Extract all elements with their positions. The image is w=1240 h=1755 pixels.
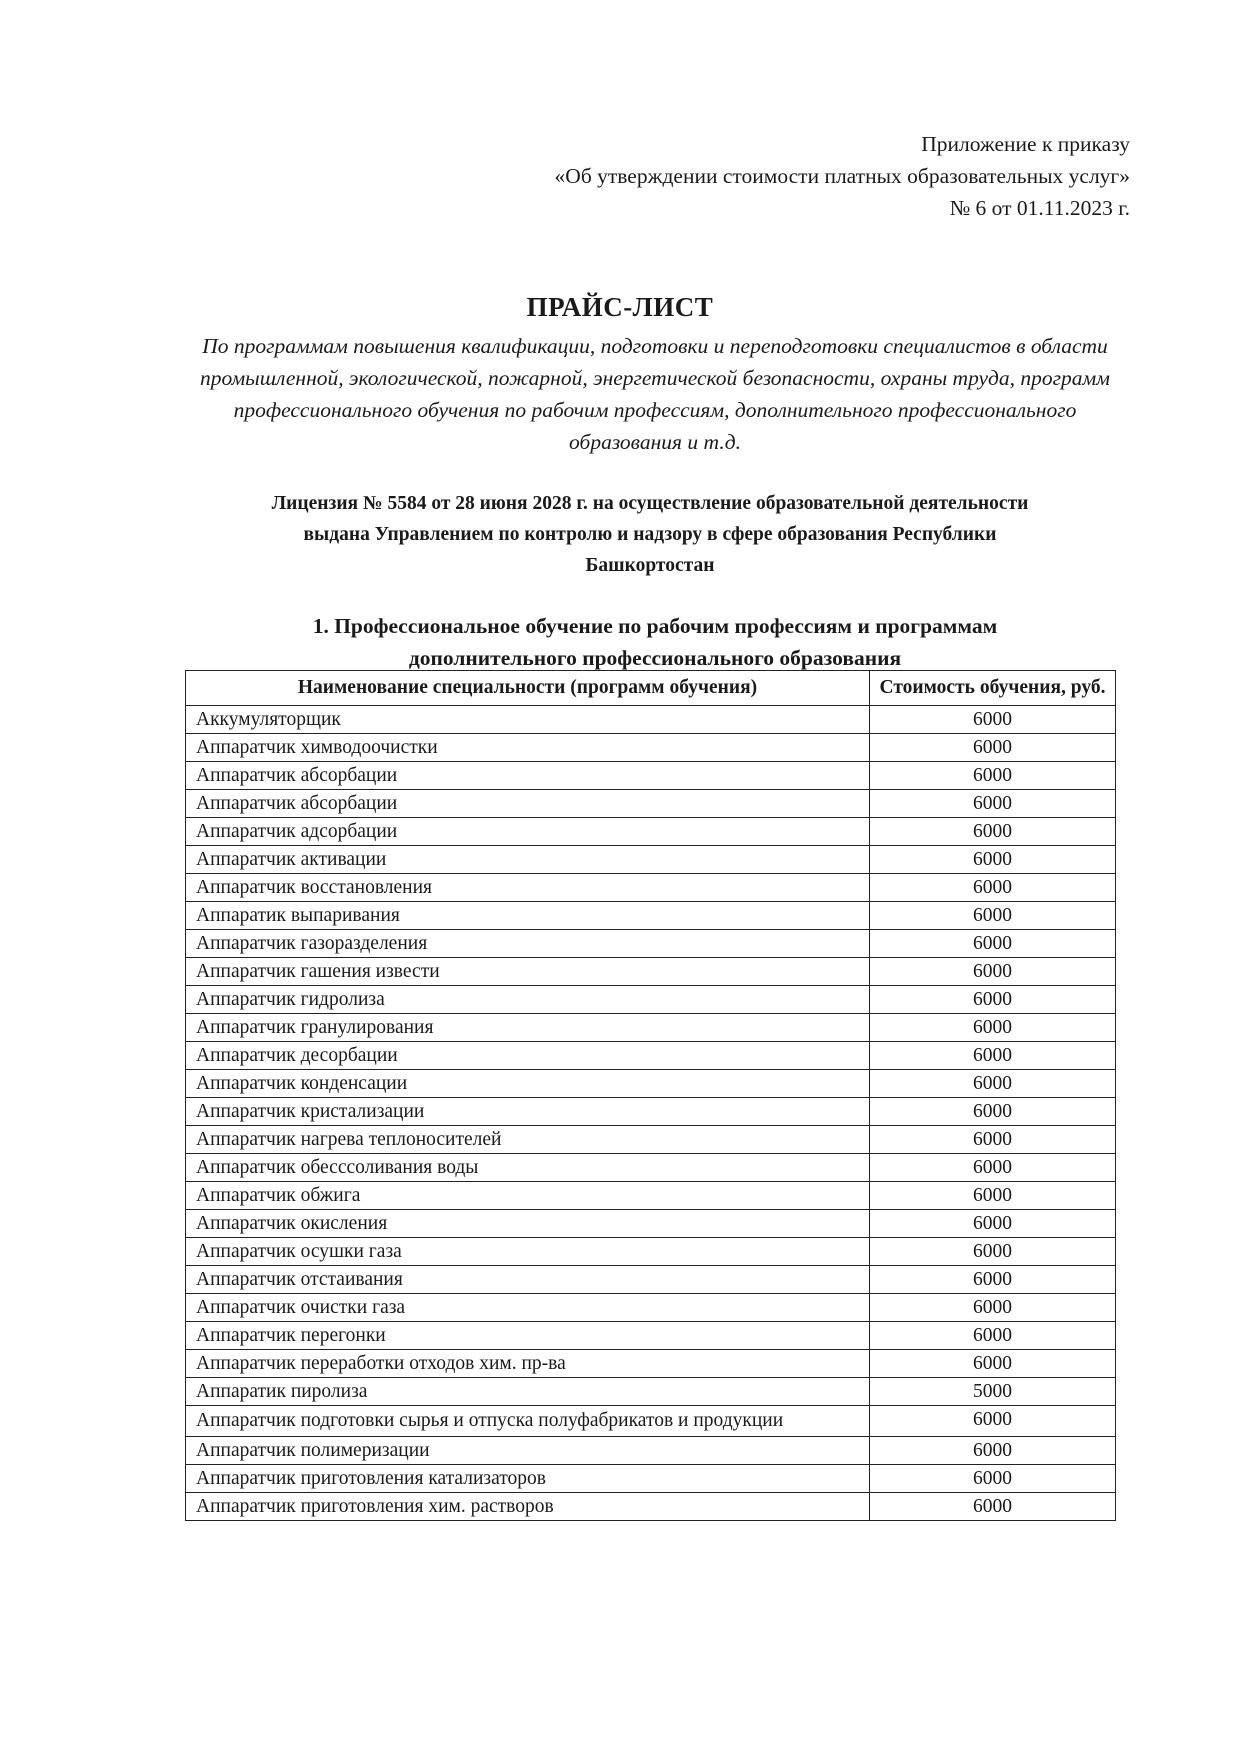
price-cell: 6000: [870, 1070, 1116, 1098]
table-row: [186, 958, 1116, 986]
program-name-cell: Аппаратчик обесссоливания воды: [186, 1154, 870, 1182]
price-cell: 6000: [870, 930, 1116, 958]
license-statement: [200, 488, 1100, 581]
table-header-row: [186, 671, 1116, 706]
price-cell: 6000: [870, 1182, 1116, 1210]
document-title: ПРАЙС-ЛИСТ: [526, 292, 714, 322]
table-row: [186, 1070, 1116, 1098]
table-row: [186, 1210, 1116, 1238]
header-program-name: Наименование специальности (программ обучения): [186, 671, 870, 706]
table-row: [186, 818, 1116, 846]
table-row: [186, 1182, 1116, 1210]
program-name-cell: Аппаратчик нагрева теплоносителей: [186, 1126, 870, 1154]
table-row: [186, 1238, 1116, 1266]
program-name-cell: Аппаратчик гашения извести: [186, 958, 870, 986]
price-cell: 6000: [870, 958, 1116, 986]
table-row: [186, 846, 1116, 874]
program-name-cell: Аппаратик выпаривания: [186, 902, 870, 930]
table-row: [186, 1294, 1116, 1322]
program-name-cell: Аппаратчик химводоочистки: [186, 734, 870, 762]
price-cell: 6000: [870, 1238, 1116, 1266]
table-row: [186, 762, 1116, 790]
program-name-cell: Аппаратчик переработки отходов хим. пр-ва: [186, 1350, 870, 1378]
price-cell: 6000: [870, 846, 1116, 874]
program-name-cell: Аппаратчик адсорбации: [186, 818, 870, 846]
table-row: [186, 1322, 1116, 1350]
table-row: [186, 1042, 1116, 1070]
appendix-line-3: № 6 от 01.11.2023 г.: [949, 196, 1130, 220]
table-row: [186, 930, 1116, 958]
table-row: [186, 1098, 1116, 1126]
table-row: [186, 790, 1116, 818]
program-name-cell: Аппаратчик приготовления хим. растворов: [186, 1493, 870, 1521]
table-row: [186, 1378, 1116, 1406]
table-row: [186, 1406, 1116, 1437]
price-cell: 6000: [870, 1154, 1116, 1182]
section-heading-line-2: дополнительного профессионального образования: [408, 646, 902, 670]
price-cell: 6000: [870, 1126, 1116, 1154]
table-row: [186, 1465, 1116, 1493]
appendix-line-1: Приложение к приказу: [921, 132, 1130, 156]
price-cell: 5000: [870, 1378, 1116, 1406]
price-cell: 6000: [870, 1350, 1116, 1378]
price-cell: 6000: [870, 1437, 1116, 1465]
program-name-cell: Аппаратчик осушки газа: [186, 1238, 870, 1266]
section-heading: [190, 610, 1120, 674]
price-cell: 6000: [870, 902, 1116, 930]
table-row: [186, 1266, 1116, 1294]
price-cell: 6000: [870, 1322, 1116, 1350]
program-name-cell: Аккумуляторщик: [186, 706, 870, 734]
price-cell: 6000: [870, 818, 1116, 846]
price-cell: 6000: [870, 986, 1116, 1014]
program-name-cell: Аппаратчик очистки газа: [186, 1294, 870, 1322]
program-name-cell: Аппаратчик подготовки сырья и отпуска полуфабрикатов и продукции: [186, 1406, 870, 1437]
price-cell: 6000: [870, 1042, 1116, 1070]
price-cell: 6000: [870, 1266, 1116, 1294]
table-row: [186, 1126, 1116, 1154]
license-line-1: Лицензия № 5584 от 28 июня 2028 г. на осуществление образовательной деятельности: [271, 493, 1029, 514]
table-row: [186, 902, 1116, 930]
program-name-cell: Аппаратик пиролиза: [186, 1378, 870, 1406]
price-cell: 6000: [870, 1098, 1116, 1126]
table-row: [186, 1154, 1116, 1182]
license-line-2: выдана Управлением по контролю и надзору в сфере образования Республики: [303, 524, 997, 545]
program-name-cell: Аппаратчик перегонки: [186, 1322, 870, 1350]
program-name-cell: Аппаратчик обжига: [186, 1182, 870, 1210]
table-body: [186, 706, 1116, 1521]
document-subtitle: По программам повышения квалификации, подготовки и переподготовки специалистов в области промышленной, экологической, пожарной, энергетической безопасности, охраны труда, программ профессионального обучения по рабочим профессиям, дополнительного профессионального образования и т.д.: [200, 334, 1110, 454]
appendix-line-2: «Об утверждении стоимости платных образовательных услуг»: [554, 164, 1130, 188]
program-name-cell: Аппаратчик отстаивания: [186, 1266, 870, 1294]
section-heading-line-1: 1. Профессиональное обучение по рабочим профессиям и программам: [312, 614, 998, 638]
price-cell: 6000: [870, 1406, 1116, 1437]
appendix-block: [330, 128, 1130, 224]
program-name-cell: Аппаратчик восстановления: [186, 874, 870, 902]
program-name-cell: Аппаратчик абсорбации: [186, 762, 870, 790]
program-name-cell: Аппаратчик гидролиза: [186, 986, 870, 1014]
price-table: [185, 670, 1116, 1521]
header-price: Стоимость обучения, руб.: [870, 671, 1116, 706]
table-row: [186, 874, 1116, 902]
program-name-cell: Аппаратчик десорбации: [186, 1042, 870, 1070]
table-row: [186, 986, 1116, 1014]
table-row: [186, 1350, 1116, 1378]
price-cell: 6000: [870, 1210, 1116, 1238]
price-cell: 6000: [870, 1294, 1116, 1322]
program-name-cell: Аппаратчик газоразделения: [186, 930, 870, 958]
table-row: [186, 1014, 1116, 1042]
program-name-cell: Аппаратчик окисления: [186, 1210, 870, 1238]
table-row: [186, 706, 1116, 734]
program-name-cell: Аппаратчик гранулирования: [186, 1014, 870, 1042]
price-cell: 6000: [870, 1465, 1116, 1493]
program-name-cell: Аппаратчик конденсации: [186, 1070, 870, 1098]
price-cell: 6000: [870, 1014, 1116, 1042]
program-name-cell: Аппаратчик активации: [186, 846, 870, 874]
table-row: [186, 1437, 1116, 1465]
price-cell: 6000: [870, 762, 1116, 790]
program-name-cell: Аппаратчик полимеризации: [186, 1437, 870, 1465]
price-cell: 6000: [870, 1493, 1116, 1521]
program-name-cell: Аппаратчик приготовления катализаторов: [186, 1465, 870, 1493]
price-cell: 6000: [870, 734, 1116, 762]
price-cell: 6000: [870, 706, 1116, 734]
price-cell: 6000: [870, 874, 1116, 902]
price-cell: 6000: [870, 790, 1116, 818]
license-line-3: Башкортостан: [585, 555, 715, 576]
table-row: [186, 1493, 1116, 1521]
program-name-cell: Аппаратчик абсорбации: [186, 790, 870, 818]
table-row: [186, 734, 1116, 762]
program-name-cell: Аппаратчик кристализации: [186, 1098, 870, 1126]
